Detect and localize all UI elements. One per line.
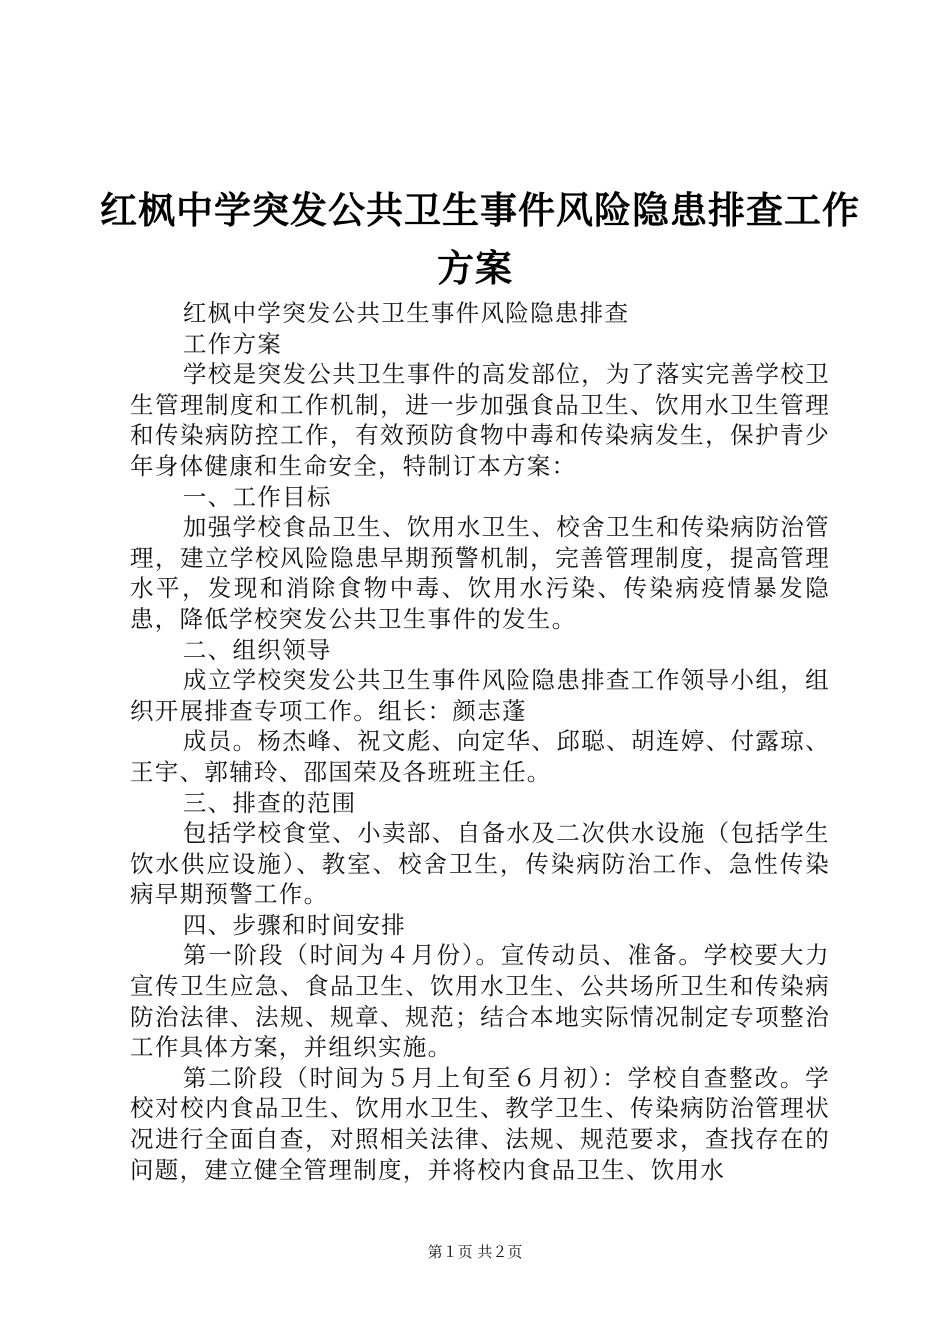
page-footer: 第１页 共２页 — [427, 1243, 523, 1261]
section-heading-steps: 四、步骤和时间安排 — [182, 910, 407, 939]
intro-paragraph: 学校是突发公共卫生事件的高发部位，为了落实完善学校卫生管理制度和工作机制，进一步加强食品卫生、饮用水卫生管理和传染病防控工作，有效预防食物中毒和传染病发生，保护青少年身体健康和生命安全，特制订本方案： — [130, 360, 830, 480]
section-heading-goals: 一、工作目标 — [182, 482, 332, 511]
document-title-line-1: 红枫中学突发公共卫生事件风险隐患排查工作 — [100, 188, 860, 232]
goals-paragraph: 加强学校食品卫生、饮用水卫生、校舍卫生和传染病防治管理，建立学校风险隐患早期预警机制，完善管理制度，提高管理水平，发现和消除食物中毒、饮用水污染、传染病疫情暴发隐患，降低学校突发公共卫生事件的发生。 — [130, 513, 830, 633]
scope-paragraph: 包括学校食堂、小卖部、自备水及二次供水设施（包括学生饮水供应设施）、教室、校舍卫生，传染病防治工作、急性传染病早期预警工作。 — [130, 819, 830, 909]
members-paragraph: 成员。杨杰峰、祝文彪、向定华、邱聪、胡连婷、付露琼、王宇、郭辅玲、邵国荣及各班班主任。 — [130, 727, 830, 786]
section-heading-scope: 三、排查的范围 — [182, 788, 357, 817]
document-title-line-2: 方案 — [437, 246, 513, 290]
section-heading-organization: 二、组织领导 — [182, 635, 332, 664]
subtitle-line-2: 工作方案 — [182, 329, 283, 358]
phase-one-paragraph: 第一阶段（时间为４月份）。宣传动员、准备。学校要大力宣传卫生应急、食品卫生、饮用水卫生、公共场所卫生和传染病防治法律、法规、规章、规范；结合本地实际情况制定专项整治工作具体方案，并组织实施。 — [130, 941, 830, 1062]
subtitle-line-1: 红枫中学突发公共卫生事件风险隐患排查 — [182, 299, 630, 327]
phase-two-paragraph: 第二阶段（时间为５月上旬至６月初）：学校自查整改。学校对校内食品卫生、饮用水卫生、教学卫生、传染病防治管理状况进行全面自查，对照相关法律、法规、规范要求，查找存在的问题，建立健全管理制度，并将校内食品卫生、饮用水 — [130, 1063, 830, 1184]
document-body — [130, 298, 830, 1185]
organization-paragraph: 成立学校突发公共卫生事件风险隐患排查工作领导小组，组织开展排查专项工作。组长：颜志蓬 — [130, 666, 830, 725]
